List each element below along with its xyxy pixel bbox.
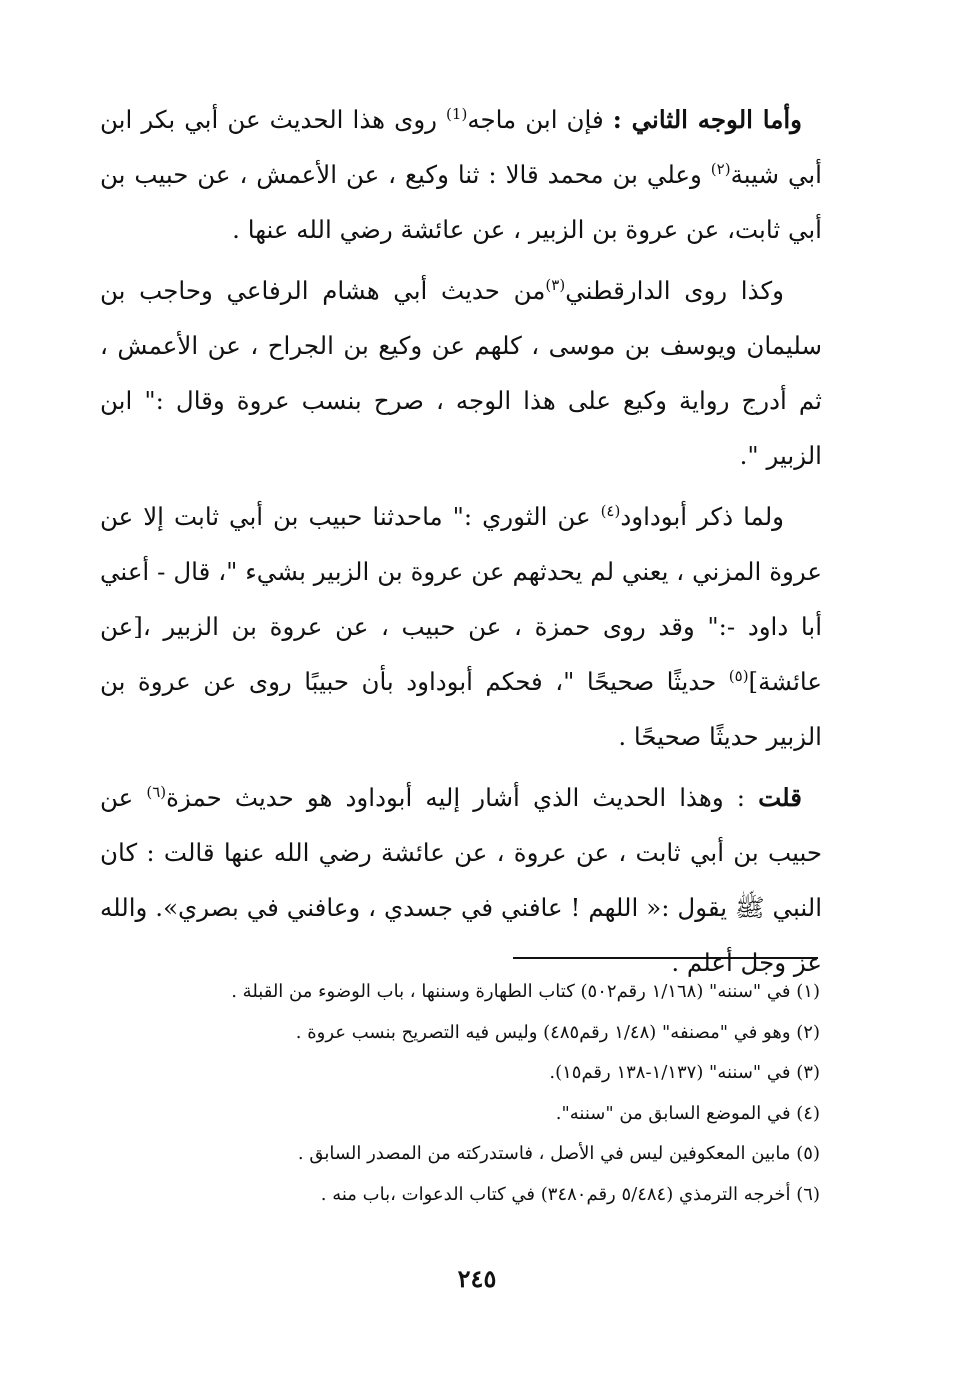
footnote-ref-1[interactable]: (1) [446,104,468,123]
page-number: ٢٤٥ [457,1264,497,1293]
paragraph-2 [100,263,822,483]
paragraph-2-text: من حديث أبي هشام الرفاعي وحاجب بن سليمان ويوسف بن موسى ، كلهم عن وكيع بن الجراح ، عن الأعمش ، ثم أدرج رواية وكيع على هذا الوجه ، صرح بنسب عروة وقال :" ابن الزبير ". [100,276,822,470]
footnote-ref-6[interactable]: (٦) [146,782,167,801]
paragraph-1-text: روى هذا الحديث عن أبي بكر ابن أبي شيبة [100,105,822,189]
paragraph-4-lead: قلت [758,783,802,812]
paragraph-1-text: وعلي بن محمد قالا : ثنا وكيع ، عن الأعمش ، عن حبيب بن أبي ثابت، عن عروة بن الزبير ، عن عائشة رضي الله عنها . [100,160,822,244]
footnote-item: (٤) في الموضع السابق من "سننه". [555,1102,820,1124]
paragraph-3-text: ولما ذكر أبوداود [620,502,784,531]
footnote-item: (٣) في "سننه" (١/١٣٧-١٣٨ رقم١٥). [549,1062,820,1083]
paragraph-1 [100,92,822,257]
paragraph-3 [100,489,822,764]
paragraph-3-text: عن الثوري :" ماحدثنا حبيب بن أبي ثابت إلا عن عروة المزني ، يعني لم يحدثهم عن عروة بن الزبير بشيء "، قال - أعني أبا داود -:" وقد روى حمزة ، عن حبيب ، عن عروة بن الزبير ،[عن عائشة] [100,502,822,696]
paragraph-4-text: : وهذا الحديث الذي أشار إليه أبوداود هو حديث حمزة [166,783,759,812]
footnote-ref-5[interactable]: (٥) [728,666,749,685]
footnote-divider [513,957,818,959]
footnote-item: (٢) وهو في "مصنفه" (١/٤٨ رقم٤٨٥) وليس فيه التصريح بنسب عروة . [295,1021,820,1043]
main-text [100,92,822,996]
paragraph-1-text: فإن ابن ماجه [467,105,613,134]
paragraph-1-lead: وأما الوجه الثاني : [612,105,802,134]
footnote-item: (٥) مابين المعكوفين ليس في الأصل ، فاستدركته من المصدر السابق . [297,1143,820,1164]
footnote-item: (١) في "سننه" (١/١٦٨ رقم٥٠٢) كتاب الطهارة وسننها ، باب الوضوء من القبلة . [231,981,820,1002]
paragraph-4-text: عن حبيب بن أبي ثابت ، عن عروة ، عن عائشة رضي الله عنها قالت : كان النبي ﷺ يقول :« اللهم ! عافني في جسدي ، وعافني في بصري». والله عز وجل أعلم . [100,783,822,977]
footnote-item: (٦) أخرجه الترمذي (٥/٤٨٤ رقم٣٤٨٠) في كتاب الدعوات ،باب منه . [320,1183,820,1205]
footnote-ref-4[interactable]: (٤) [600,501,621,520]
footnote-ref-2[interactable]: (٢) [710,159,731,178]
paragraph-2-text: وكذا روى الدارقطني [565,276,784,305]
footnote-ref-3[interactable]: (٣) [545,275,566,294]
paragraph-3-text: حديثًا صحيحًا "، فحكم أبوداود بأن حبيبًا روى عن عروة بن الزبير حديثًا صحيحًا . [100,667,822,751]
footnotes-list [150,972,820,1215]
